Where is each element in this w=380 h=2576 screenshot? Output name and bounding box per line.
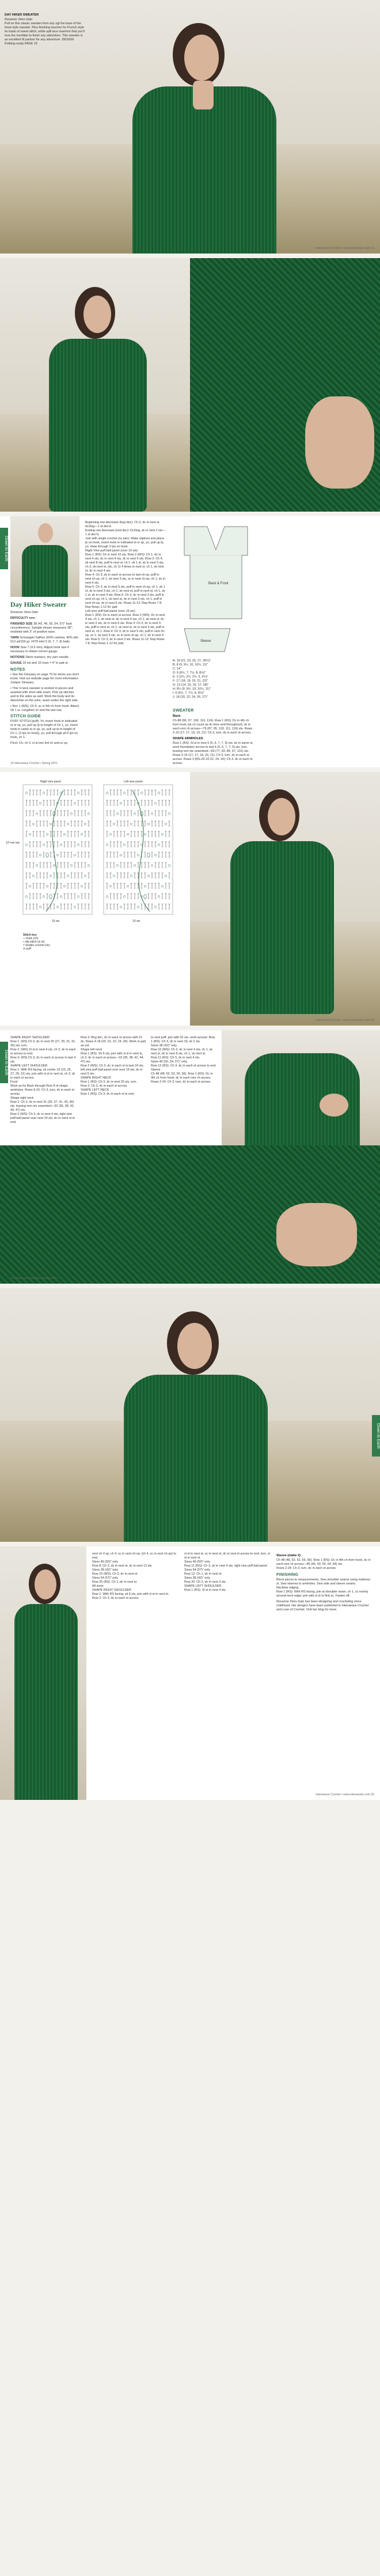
section-tab: Down to Earth <box>372 1415 380 1457</box>
sweater-photo <box>124 1375 268 1542</box>
size-item: D: 6 (6½, 7, 7½, 8, 8½)" <box>173 671 206 675</box>
stitch-key <box>23 933 92 968</box>
intro-text: Pull on this classic sweater from any ogl the base of the tonal style sweater. Plus finishing touches for French style its loads of sweet stitch, while spill lace insertion that you'll love the meridian to finish any adventure. This sweater is an excellent fit partner for any adventure. DESIGN Knitting-ready PAGE 16 <box>5 22 85 46</box>
body-schematic <box>184 527 248 619</box>
spec-key: NOTIONS <box>10 656 26 659</box>
stitch-closeup-photo <box>0 1145 380 1284</box>
schematic-label-back: Back & Front <box>208 582 229 585</box>
page-charts-footer: Interweave Crochet • www.interweave.com 23 <box>316 1019 374 1022</box>
page-filler <box>0 1805 380 2576</box>
spec-item <box>10 616 79 621</box>
pattern-column-2: sl st in next st, sc in next st, dc in next st across to end, turn, sl st in next st. Sizes 46 (50)" only Row 11 (RS): Ch 3, dc in next 4 sts, right vine puff ball panel. Sizes 54 (57)" only Row 12: Ch 1, dc in next st. Sizes 38 (42)" only Row 20: Ch 3, dc in next 3 sts. SHAPE LEFT SHOULDER Row 1 (RS): Sl st in next 4 sts. <box>184 1552 270 1592</box>
finishing-heading: FINISHING <box>276 1573 299 1577</box>
notes-list <box>10 673 79 713</box>
page-1 <box>0 0 380 254</box>
stitch-key-label: puff <box>26 947 31 951</box>
size-item: C: 14" <box>173 667 181 671</box>
pattern-column-2: Row 3: Beg dec, dc in each st across with 21 dc. Rows 4-18 (20, 22, 22, 24, 26): Work in patt as est. Shape left neck Row 1 (RS): Sk 6 sts, join with sl st in next st, ch 3, dc in each st across—32 (36, 38, 42, 44, 47) sts. Row 2 (WS): Ch 3, dc in each st to last 24 sts, left vine puff ball panel over next 19 sts, dc in next 5 sts. SHAPE RIGHT NECK Row 1 (RS): Ch 3, dc in next 25 sts, turn. Row 2: Ch 3, dc in each st across. SHAPE LEFT NECK Row 1 (RS): Ch 3, dc in each st to end. <box>81 1036 146 1096</box>
sleeve-heading: Sleeve (make 2) <box>276 1554 301 1557</box>
stitch-key-label: slip stitch (sl st) <box>25 940 45 944</box>
page-1-footer: Interweave Crochet • www.interweave.com 11 <box>316 247 374 250</box>
stitch-symbol-icon: ○ <box>23 937 26 940</box>
back-heading: Back <box>173 714 181 718</box>
model-arm <box>305 396 374 489</box>
stitch-charts <box>23 785 173 917</box>
back-text: Ch 88 (96, 97, 106, 116, 124). Row 1 (RS): Dc in 4th ch from hook (sk ch count as dc here and throughout), dc in each rem ch across—79 (87, 95, 103, 111, 119) sts. Rows 2-15 (17, 17, 19, 19, 21): Ch 3, turn, dc in each st across. <box>173 719 253 735</box>
chart-title-left: Left vine panel <box>124 780 143 784</box>
stitch-count-right: 19 sts <box>52 920 60 923</box>
stitch-symbol-icon: • <box>23 940 25 944</box>
model-hand <box>320 1094 348 1117</box>
byline: Rosanne Simo-Sato <box>5 18 33 21</box>
spec-item <box>10 646 79 654</box>
notes-heading: NOTES <box>10 668 25 672</box>
note-item: • This V-neck sweater is worked in pieces and seamed with short side seam. Pick up stitches and to the sides as well. Work the body and its diamonds on the yoke, seam under the right side. <box>10 687 79 702</box>
page-pattern-3-footer: Interweave Crochet • www.interweave.com 25 <box>316 1793 374 1796</box>
stitch-key-item <box>23 947 92 951</box>
pattern-column-2: Beginning row decrease (beg dec): Ch 2, dc in next st, dc2tog—1 st dec'd. Ending row decrease (end dec): Dc2tog, dc in next 2 sts—1 st dec'd. Join with single crochet (sc join): Make slipknot and place lp on hook, insert hook in indicated st or sp, yo, pull up lp, yo, draw through 2 lps on hook. Right Vine puff ball panel (over 19 sts) Row 1 (RS): Dc in next 10 sts. Row 2 (WS): Ch 1, dc in next 4 sts, dc in next 4 sts, dc in next 6 sts. Row 3: Ch 4, sk next 8 sts, puff in next st, ch 1, sk 1 st, dc in next 3 sts, ch 3, sk next st, (dc, ch 1) 4 times in next st, ch 1, sk next st, dc in next 4 sts. Row 4: Ch 3, dc in each st across to last ch-sp, puff in next ch-sp, ch 1, sk next 3 sts, sc in next ch-sp, ch 1, dc in next 4 sts. Row 5: Ch 3, dc in next 5 sts, puff in next ch-sp, ch 1, sk 1 st, dc in next 3 sts, ch 1, sk next st, puff in next st, ch 1, sk 1 st, dc in next 4 sts. Row 6: Ch 3, dc in next 3 sts, puff in next ch-sp, ch 1, sk next st, dc in next 3 sts, ch 1, puff in next ch-sp, dc in next 6 sts. Rows 11-12: Rep Rows 7-8. Rep Rows 1-12 for patt. Left vine puff ball panel (over 19 sts) Row 1 (RS): Dc in each st across. Row 2 (WS): Dc in next 4 sts, ch 1, sk next st, dc in next 4 sts, ch 1, sk next st, dc in next 3 sts, dc in next 6 sts. Row 3: Ch 3, dc in next 4 sts, puff in next st, ch 1, sk next st, dc in next 3 sts, puff in next st, ch 1. Row 4: Ch 3, dc in next 5 sts, puff in next ch-sp, ch 1, sk next 3 sts, sc in next ch-sp, ch 1, dc in next 4 sts. Row 5: Ch 3, dc in next 3 sts. Rows 11-12: Rep Rows 7-8. Rep Rows 1-12 for patt. <box>85 521 166 645</box>
size-item: G: 13 (14, 15, 16, 17, 18)" <box>173 683 209 687</box>
stitch-guide-text: PUFF STITCH (puff): Yo, insert hook in indicated st or sp, yo, pull up lp to height of Ch 1, yo, insert hook in same st or sp, yo, pull up lp to height of Ch 1, (3 lps on hook), yo, pull through all 5 lps on hook, ch 1. <box>10 720 78 739</box>
stitch-key-title: Stitch key <box>23 933 37 937</box>
spec-key: HOOK <box>10 646 21 649</box>
spec-key: FINISHED SIZE <box>10 622 34 626</box>
shape-armholes-heading: SHAPE ARMHOLES <box>173 737 203 740</box>
model-face <box>184 35 219 81</box>
stitch-key-label: chain (ch) <box>25 937 39 940</box>
stitch-guide-column <box>10 712 79 758</box>
size-item: H: 8½ (9, 9½, 10, 10½, 11)" <box>173 687 211 691</box>
note-item: • See the Glossary on page 70 for terms you don't know. Visit our website page for more information. Jumper Glossary <box>10 673 79 684</box>
model-photo <box>222 1030 380 1145</box>
spec-value: 38 (42, 46, 50, 54, 57)" bust circumference. Sample shown measures 38"; modeled with 3" of positive ease. <box>10 622 73 634</box>
stitch-closeup-photo <box>190 258 380 512</box>
size-item: F: 17 (18, 19, 20, 21, 22)" <box>173 679 208 683</box>
page-charts <box>0 772 380 1026</box>
chart-title-right: Right vine panel <box>40 780 61 784</box>
repeat-label: 12-row rep <box>6 841 20 845</box>
schematic-label-sleeve: Sleeve <box>200 640 211 643</box>
stitch-count-left: 19 sts <box>132 920 140 923</box>
section-tab: Down to Earth <box>0 1042 8 1083</box>
page-pattern-3 <box>0 1546 380 1800</box>
model-face <box>83 296 111 333</box>
spec-value: Size 7 (4.5 mm). Adjust hook size if necessary to obtain correct gauge. <box>10 646 69 653</box>
sweater-photo <box>22 545 68 597</box>
hero-photo <box>0 1288 380 1542</box>
sweater-photo <box>132 86 276 254</box>
shape-armholes-text: Row 1 (RS): Sl st in next 5 (5, 6, 7, 7, 9) sts, dc in same st, work foundation across to last 5 (5, 6, 7, 7, 9) sts, turn, leaving rem sts unworked—69 (77, 83, 89, 97, 101) sts. Rows 2-16 (17, 17, 18, 20, 21): Ch 3, turn, dc in each st across. Rows 3 (RS-20-22-22, 24, 26): Ch 3, dc in each st across. <box>173 742 253 765</box>
size-list <box>173 659 242 705</box>
size-item: B: 8 (9, 9½, 10, 10½, 11)" <box>173 663 208 667</box>
spec-item <box>10 656 79 660</box>
sweater-photo <box>49 339 147 512</box>
spec-value: Schoeppel Saffron (60% cashew, 40% silk; 513 yd/100 g): #479 mint 5 (6, 7, 7, 8) balls. <box>10 636 79 644</box>
model-neck <box>193 81 214 109</box>
spec-key: YARN <box>10 636 20 640</box>
sleeve-schematic <box>178 626 236 655</box>
model-face <box>268 798 295 835</box>
spec-key: GAUGE <box>10 661 23 665</box>
sweater-heading: SWEATER <box>173 709 194 713</box>
stitch-symbol-icon: † <box>23 944 26 947</box>
page-6-photo <box>0 1288 380 1542</box>
model-photo <box>190 772 380 1026</box>
size-item: I: 6 (6½, 7, 7½, 8, 8½)" <box>173 691 204 695</box>
spec-item <box>10 622 79 634</box>
designer-bio: Rosanne Simo-Sato has been designing and crocheting since childhood. Her designs have been published in Interweave Crochet and Love of Crochet. Visit her blog for more. <box>276 1600 369 1612</box>
size-item: A: 19 (21, 23, 25, 27, 28½)" <box>173 659 211 663</box>
model-face <box>35 1569 56 1599</box>
sweater-photo <box>230 841 334 1014</box>
page-pattern-1 <box>0 516 380 767</box>
finishing-text: Block pieces to measurements. Sew shoulder seams using mattress st. Sew sleeves to armholes. Sew side and sleeve seams. Neckline edging Row 1 (RS): With RS facing, join at shoulder seam, ch 1, sc evenly around neck edge; join with sl st to first sc. Fasten off. <box>276 1578 370 1598</box>
page-pattern-1-footer: 10 Interweave Crochet • Spring 2021 <box>10 762 58 765</box>
spec-key: DIFFICULTY <box>10 616 29 620</box>
kicker: DAY HIKER SWEATER <box>5 13 39 17</box>
page-pattern-2 <box>0 1030 380 1284</box>
pattern-column-1: SHAPE RIGHT SHOULDER Row 1: (RS) Ch 3, dc in next 25 (27, 29, 31, 31, 35) sts, turn. Row 2: (WS) Sl st in next 4 sts, ch 3, dc in each st across to end. Row 3: (RS) Ch 3, dc in each st across to last 4 sts. SHAPE LEFT SHOULDER Row 1: With RS facing, sk center 19 (23, 25, 27, 29, 31) sts, join with sl st in next st, ch 3, dc in each st across. Front Work as for Back through Row 8 of shape armholes. Rows 9-15: Ch 3, turn, dc in each st across. Shape right neck Row 1: Ch 3, dc in next 31 (35, 37, 41, 43, 46) sts, leaving rem sts unworked—32 (36, 38, 42, 44, 47) sts. Row 2 (WS): Ch 3, dc in next 4 sts, right vine puff ball panel over next 19 sts, dc in each st to end. <box>10 1036 76 1124</box>
thumbnail-photo <box>10 516 79 597</box>
model-photo <box>0 1546 86 1800</box>
spec-value: Stitch markers; dry yarn needle. <box>25 656 70 659</box>
note-item: • Nov 1 (WS): Ch 4, sc in 5th ch from hook. Attach Sk 1 st. Lengthen ch and the last row. <box>10 705 79 712</box>
intro-column <box>5 12 85 81</box>
size-item: E: 2 (2¼, 2½, 2¾, 3, 3¼)" <box>173 675 208 679</box>
spec-item <box>10 636 79 644</box>
model-face <box>38 523 53 543</box>
picot-text: Picot: Ch, ch 4, sl st into 3rd ch and sc sp. <box>10 742 69 745</box>
stitch-symbol-icon: ⬭ <box>23 947 26 951</box>
spec-item <box>10 661 79 665</box>
schematic-diagram <box>173 521 271 625</box>
page-pattern-2-footer: 24 Interweave Crochet • Spring 2021 <box>10 1277 58 1280</box>
spec-value: 18 sts and 10 rows = 4" in patt st. <box>22 661 69 665</box>
pattern-column-3: to next puff, join with 32 sts, work around. Row 1 (RS): Ch 3, dc in next 19, sk 2 sts. Sizes 38 (42)" only Row 10 (WS): Ch 3, dc in next 4 sts, ch 1, sk next st, dc in next 8 sts, ch 1, sk next st. Row 11 (RS): Ch 3, dc in next 4 sts. Sizes 46 (50, 54, 57)" only Row 12 (RS): Ch 3, dc in each st across to end. Sleeve Ch 48 (48, 52, 52, 56, 56). Row 1 (RS): Dc in 4th ch from hook, dc in each rem ch across. Rows 2-24: Ch 3, turn, dc in each st across. <box>151 1036 216 1084</box>
sleeve-text: Ch 48 (48, 52, 52, 56, 56). Row 1 (RS): Dc in 4th ch from hook, dc in each rem ch across—46 (46, 50, 50, 54, 54) sts. Rows 2-24: Ch 3, turn, dc in each st across. <box>276 1559 371 1570</box>
sweater-photo <box>14 1604 78 1800</box>
stitch-guide-heading: STITCH GUIDE <box>10 714 41 718</box>
pattern-author: Rosanne Simo-Sato <box>10 611 39 614</box>
spec-list <box>10 616 79 665</box>
size-item: J: 18 (20, 22, 24, 26, 27)" <box>173 695 208 699</box>
stitch-key-list <box>23 937 92 951</box>
model-arm <box>276 1203 357 1266</box>
spec-value: ●●●○ <box>29 616 37 620</box>
section-tab: Down to Earth <box>0 528 8 569</box>
page-2-photos <box>0 258 380 512</box>
model-photo <box>0 258 190 512</box>
sweater-column <box>173 706 253 765</box>
pattern-column-3 <box>276 1552 371 1794</box>
pattern-column-1: next ch 4 sp, ch 4, sc in next ch-sp, (ch 4, sc in next ch-sp) to end. Sizes 46 (50)" only Row 8: Ch 3, dc in next st, dc in next 13 sts. Sizes 38 (42)" only Row 10 (WS): Ch 3, dc in next st. Sizes 54 (57)" only Row 20 (RS): Ch 1, dc in next st. All sizes SHAPE RIGHT SHOULDER Row 1: With RS facing, sk 9 sts, join with sl st in next st. Row 2: Ch 3, dc in each st across. <box>92 1552 176 1600</box>
stitch-key-label: double crochet (dc) <box>25 944 50 947</box>
model-face <box>177 1323 212 1369</box>
pattern-title: Day Hiker Sweater <box>10 600 67 608</box>
